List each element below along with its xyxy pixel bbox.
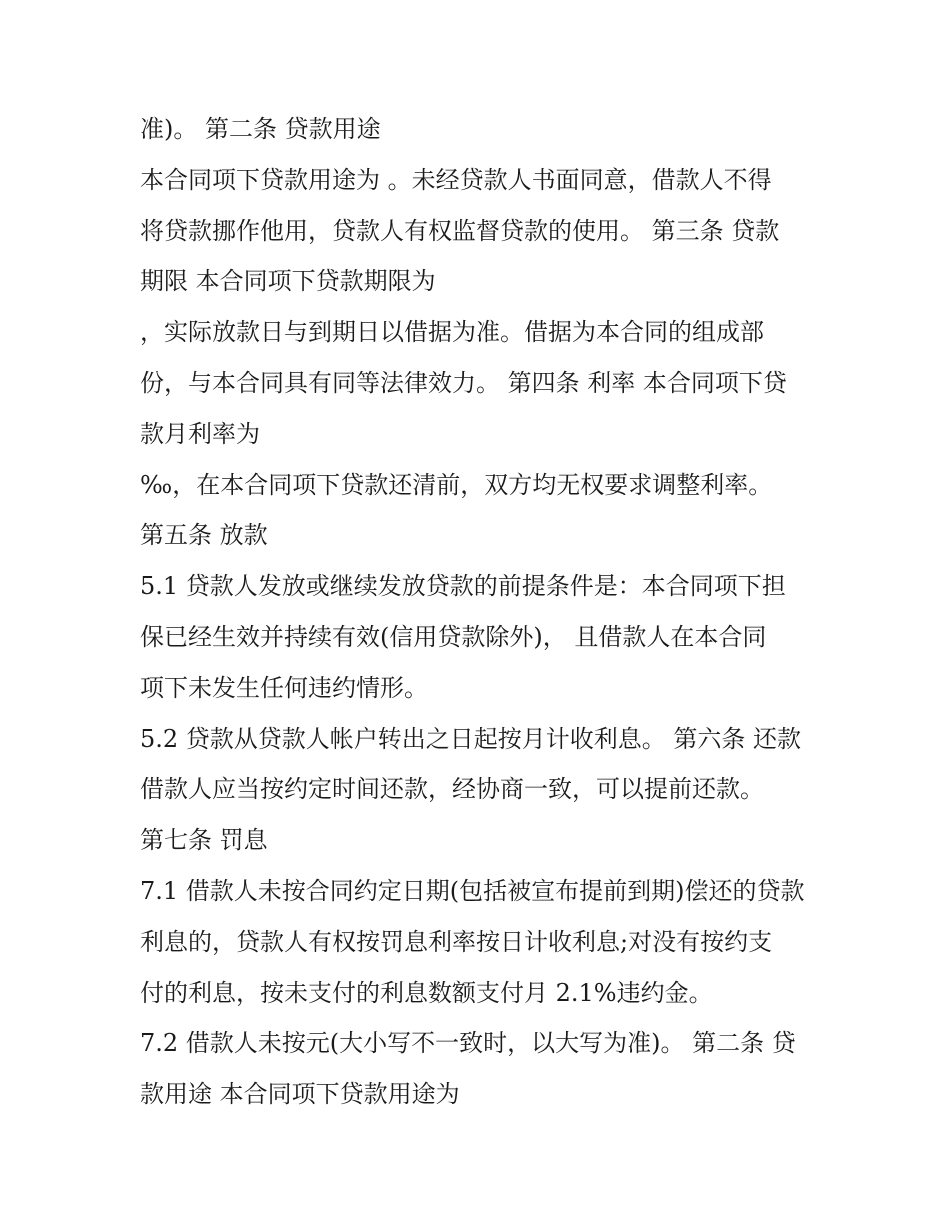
text-line: 7.1 借款人未按合同约定日期(包括被宣布提前到期)偿还的贷款 [140,876,805,905]
text-line: 付的利息，按未支付的利息数额支付月 2.1%违约金。 [140,978,713,1007]
text-line: 款用途 本合同项下贷款用途为 [140,1080,460,1109]
text-line: 5.1 贷款人发放或继续发放贷款的前提条件是：本合同项下担 [140,572,786,601]
text-line: 利息的，贷款人有权按罚息利率按日计收利息;对没有按约支 [140,927,773,956]
contract-text [140,108,830,1124]
text-line: 本合同项下贷款用途为 。未经贷款人书面同意，借款人不得 [140,165,772,194]
text-line: 5.2 贷款从贷款人帐户转出之日起按月计收利息。 第六条 还款 [140,724,802,753]
text-line: 7.2 借款人未按元(大小写不一致时，以大写为准)。 第二条 贷 [140,1029,796,1058]
text-line: 份，与本合同具有同等法律效力。 第四条 利率 本合同项下贷 [140,368,787,397]
section-heading: 第七条 罚息 [140,826,268,855]
text-line: 期限 本合同项下贷款期限为 [140,267,436,296]
text-line: 准)。 第二条 贷款用途 [140,115,381,143]
text-line: 项下未发生任何违约情形。 [140,673,428,702]
text-line: ‰，在本合同项下贷款还清前，双方均无权要求调整利率。 [140,470,773,499]
text-line: 保已经生效并持续有效(信用贷款除外)， 且借款人在本合同 [140,622,767,651]
text-line: 款月利率为 [140,419,260,448]
section-heading: 第五条 放款 [140,521,268,550]
text-line: 借款人应当按约定时间还款，经协商一致，可以提前还款。 [140,775,764,804]
text-line: 将贷款挪作他用，贷款人有权监督贷款的使用。 第三条 贷款 [140,216,780,245]
text-line: ，实际放款日与到期日以借据为准。借据为本合同的组成部 [140,318,764,347]
